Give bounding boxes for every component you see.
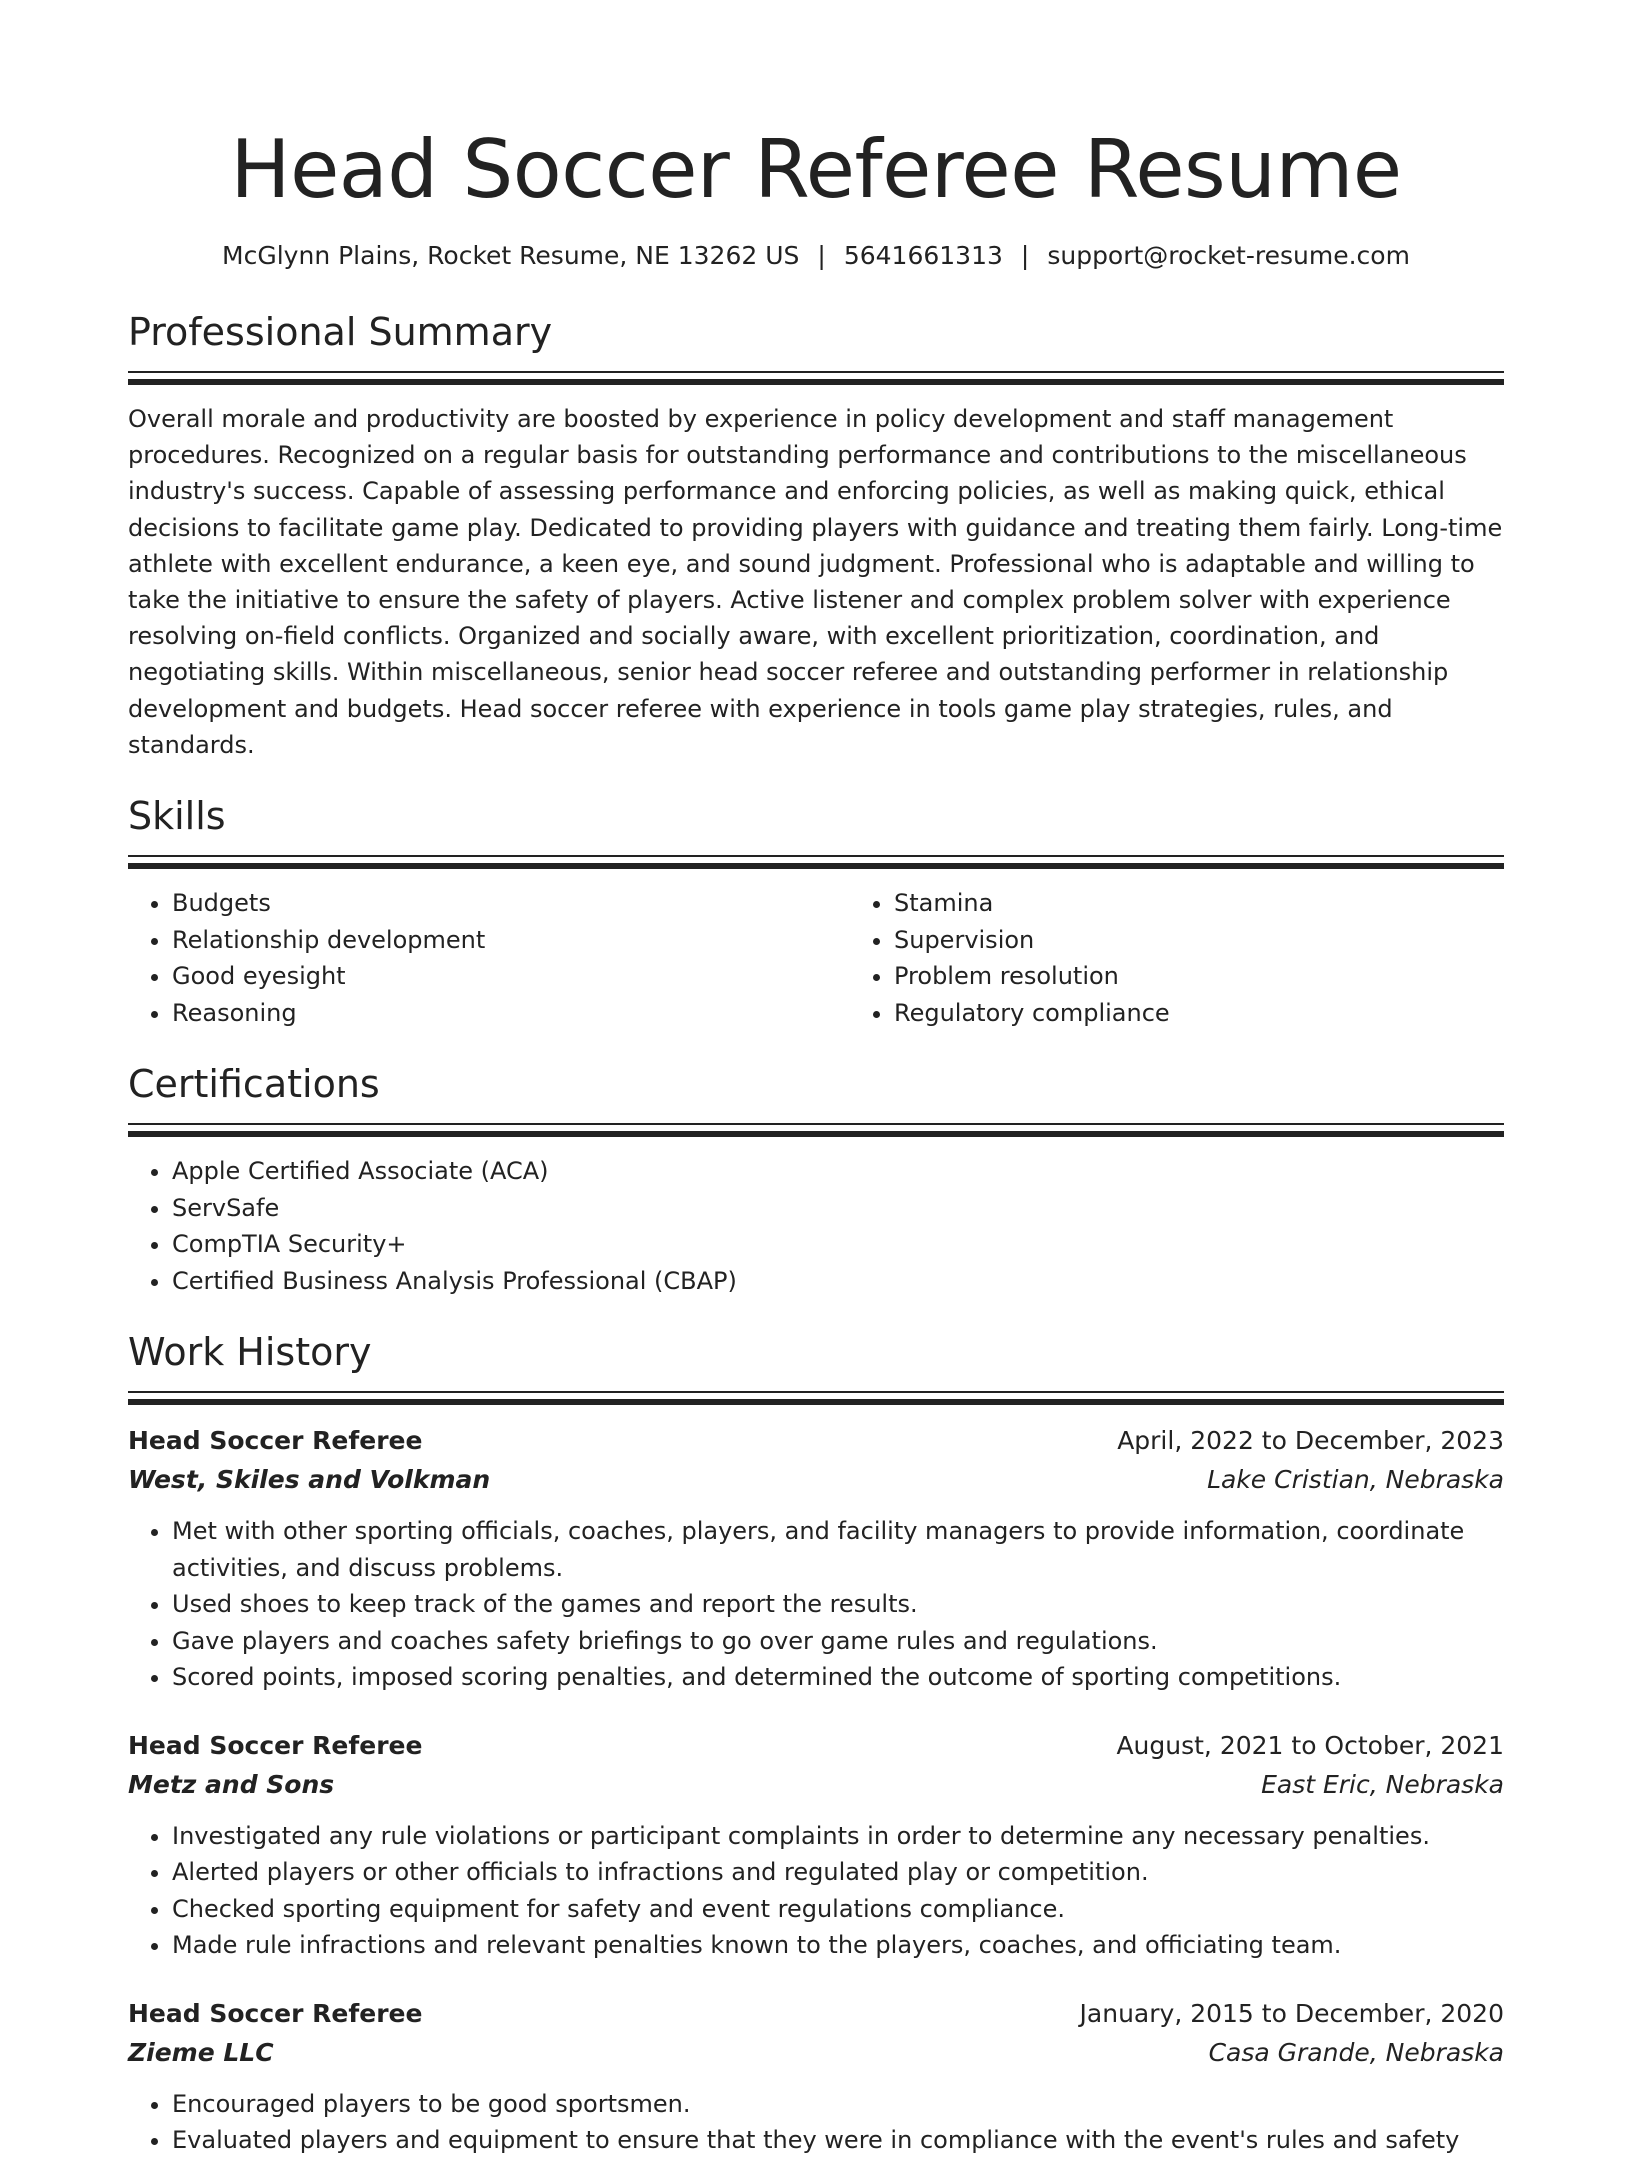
certification-item: • CompTIA Security+ — [172, 1226, 1504, 1263]
job-location: East Eric, Nebraska — [1261, 1769, 1504, 1799]
job-subheader — [128, 1460, 1504, 1499]
job-duty: • Investigated any rule violations or participant complaints in order to determine any necessary penalties. — [172, 1818, 1504, 1855]
section-divider-thick — [128, 863, 1504, 869]
job-duty: • Scored points, imposed scoring penalties, and determined the outcome of sporting competitions. — [172, 1659, 1504, 1696]
job-title: Head Soccer Referee — [128, 1998, 423, 2028]
section-divider-thick — [128, 1131, 1504, 1137]
section-divider-thick — [128, 1399, 1504, 1405]
skill-item: • Stamina — [894, 885, 1572, 922]
certification-item: • Certified Business Analysis Professional (CBAP) — [172, 1263, 1504, 1300]
section-divider — [128, 1123, 1504, 1125]
job-duties-list — [128, 1818, 1504, 1964]
job-company: Metz and Sons — [128, 1769, 335, 1799]
section-divider — [128, 1391, 1504, 1393]
contact-separator: | — [1020, 241, 1030, 270]
job-duties-list — [128, 1513, 1504, 1696]
skill-item: • Good eyesight — [172, 958, 850, 995]
resume-page — [128, 0, 1504, 2159]
skills-list-left — [128, 885, 850, 1031]
skill-item: • Regulatory compliance — [894, 995, 1572, 1032]
summary-text: Overall morale and productivity are boosted by experience in policy development and staff management procedures. Recognized on a regular basis for outstanding performance and contributions to the miscellaneous industry's success. Capable of assessing performance and enforcing policies, as well as making quick, ethical decisions to facilitate game play. Dedicated to providing players with guidance and treating them fairly. Long-time athlete with excellent endurance, a keen eye, and sound judgment. Professional who is adaptable and willing to take the initiative to ensure the safety of players. Active listener and complex problem solver with experience resolving on-field conflicts. Organized and socially aware, with excellent prioritization, coordination, and negotiating skills. Within miscellaneous, senior head soccer referee and outstanding performer in relationship development and budgets. Head soccer referee with experience in tools game play strategies, rules, and standards. — [128, 405, 1503, 759]
certification-item: • Apple Certified Associate (ACA) — [172, 1153, 1504, 1190]
job-company: West, Skiles and Volkman — [128, 1465, 491, 1495]
skill-item: • Reasoning — [172, 995, 850, 1032]
job-duty: • Evaluated players and equipment to ensure that they were in compliance with the event's rules and safety — [172, 2122, 1504, 2159]
job-duties-list — [128, 2086, 1504, 2159]
job-duty: • Made rule infractions and relevant penalties known to the players, coaches, and officiating team. — [172, 1927, 1504, 1964]
skills-heading: Skills — [128, 794, 226, 839]
job-dates: August, 2021 to October, 2021 — [1116, 1730, 1504, 1760]
skills-columns — [128, 885, 1504, 1031]
work-history-heading: Work History — [128, 1330, 372, 1375]
skills-list-right — [850, 885, 1572, 1031]
job-header — [128, 1421, 1504, 1460]
job-location: Casa Grande, Nebraska — [1208, 2037, 1504, 2067]
skill-item: • Budgets — [172, 885, 850, 922]
work-history-section — [128, 1327, 1504, 2159]
contact-address: McGlynn Plains, Rocket Resume, NE 13262 US — [222, 241, 800, 270]
summary-section — [128, 307, 1504, 763]
job-entry — [128, 1994, 1504, 2159]
job-company: Zieme LLC — [128, 2037, 274, 2067]
skill-item: • Problem resolution — [894, 958, 1572, 995]
job-header — [128, 1994, 1504, 2033]
section-divider — [128, 371, 1504, 373]
section-divider — [128, 855, 1504, 857]
resume-title: Head Soccer Referee Resume — [230, 123, 1402, 216]
job-location: Lake Cristian, Nebraska — [1207, 1465, 1504, 1495]
job-duty: • Used shoes to keep track of the games and report the results. — [172, 1586, 1504, 1623]
job-entry — [128, 1421, 1504, 1696]
summary-heading: Professional Summary — [128, 310, 553, 354]
skill-item: • Relationship development — [172, 922, 850, 959]
skill-item: • Supervision — [894, 922, 1572, 959]
job-subheader — [128, 1765, 1504, 1804]
job-duty: • Met with other sporting officials, coaches, players, and facility managers to provide information, coordinate activities, and discuss problems. — [172, 1513, 1504, 1586]
certifications-heading: Certifications — [128, 1062, 380, 1107]
job-title: Head Soccer Referee — [128, 1730, 423, 1760]
job-duty: • Alerted players or other officials to infractions and regulated play or competition. — [172, 1854, 1504, 1891]
section-divider-thick — [128, 379, 1504, 385]
job-duty: • Gave players and coaches safety briefings to go over game rules and regulations. — [172, 1623, 1504, 1660]
certifications-list — [128, 1153, 1504, 1299]
contact-email: support@rocket-resume.com — [1047, 241, 1410, 270]
job-title: Head Soccer Referee — [128, 1426, 423, 1456]
job-duty: • Checked sporting equipment for safety and event regulations compliance. — [172, 1891, 1504, 1928]
job-header — [128, 1726, 1504, 1765]
job-dates: April, 2022 to December, 2023 — [1117, 1426, 1504, 1456]
job-entry — [128, 1726, 1504, 1964]
contact-phone: 5641661313 — [843, 241, 1003, 270]
certification-item: • ServSafe — [172, 1190, 1504, 1227]
certifications-section — [128, 1059, 1504, 1299]
job-duty: • Encouraged players to be good sportsmen. — [172, 2086, 1504, 2123]
skills-section — [128, 791, 1504, 1031]
job-dates: January, 2015 to December, 2020 — [1079, 1998, 1504, 2028]
contact-line — [128, 238, 1504, 274]
job-subheader — [128, 2033, 1504, 2072]
contact-separator: | — [817, 241, 826, 270]
